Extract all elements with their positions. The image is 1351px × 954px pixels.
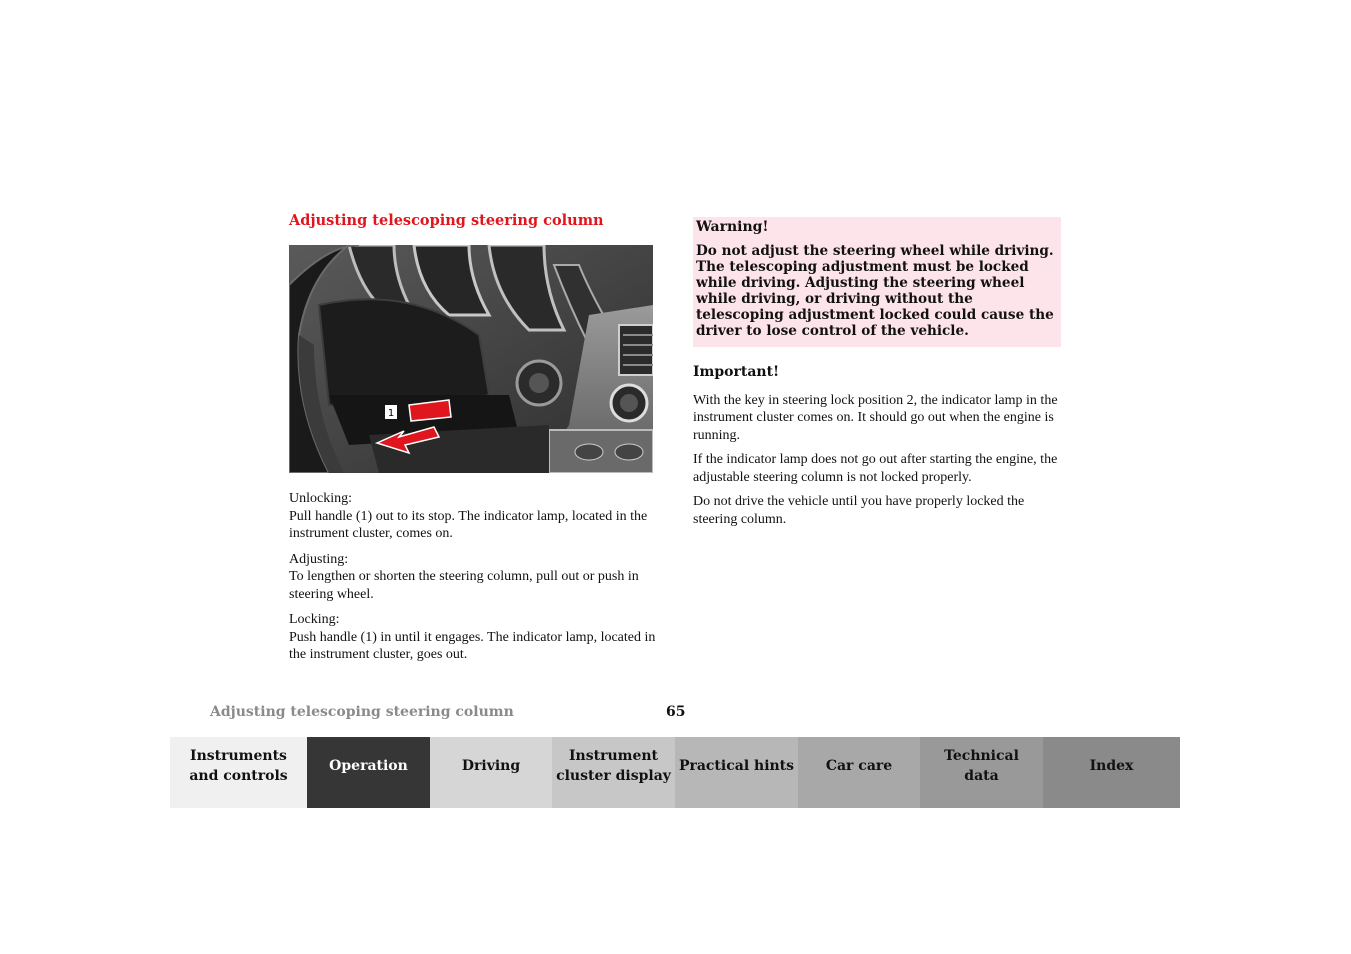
nav-tab-label: cluster display — [556, 767, 671, 784]
locking-label: Locking: — [289, 612, 340, 627]
nav-tab-label: Technical — [944, 747, 1019, 764]
nav-tab-label: and controls — [189, 767, 288, 784]
section-navigation — [170, 737, 1180, 808]
dashboard-drawing — [289, 245, 653, 473]
locking-text: Push handle (1) in until it engages. The indicator lamp, located in the instrument cluster, goes out. — [289, 629, 656, 662]
steering-column-illustration — [289, 245, 653, 473]
important-paragraph-2: If the indicator lamp does not go out after starting the engine, the adjustable steering column is not locked properly. — [693, 452, 1058, 485]
footer-section-title: Adjusting telescoping steering column — [210, 704, 514, 720]
nav-tab-index[interactable] — [1043, 737, 1180, 808]
nav-tab-label: Operation — [329, 757, 408, 774]
page-number: 65 — [666, 704, 686, 720]
adjusting-label: Adjusting: — [289, 551, 349, 567]
nav-tab-label: Instrument — [569, 747, 658, 764]
warning-text: Do not adjust the steering wheel while driving. The telescoping adjustment must be locked while driving. Adjusting the steering wheel while driving, or driving without the telescoping adjustment locked could cause the driver to lose control of the vehicle. — [696, 243, 1054, 339]
warning-title: Warning! — [696, 219, 769, 235]
nav-tab-label: Index — [1089, 757, 1134, 774]
nav-tab-car-care[interactable] — [798, 737, 920, 808]
page-title: Adjusting telescoping steering column — [289, 212, 604, 229]
nav-tab-technical-data[interactable] — [920, 737, 1043, 808]
nav-tab-practical-hints[interactable] — [675, 737, 798, 808]
unlocking-label: Unlocking: — [289, 491, 352, 506]
nav-tab-label: Car care — [825, 757, 893, 774]
callout-label: 1 — [387, 408, 395, 419]
nav-tab-operation[interactable] — [307, 737, 430, 808]
nav-tab-instrument-cluster-display[interactable] — [552, 737, 675, 808]
left-column — [289, 490, 657, 672]
important-paragraph-1: With the key in steering lock position 2, the indicator lamp in the instrument cluster comes on. It should go out when the engine is running. — [693, 392, 1058, 443]
nav-tab-label: data — [964, 767, 999, 784]
nav-tab-driving[interactable] — [430, 737, 552, 808]
nav-tab-instruments-and-controls[interactable] — [170, 737, 307, 808]
adjusting-text: To lengthen or shorten the steering column, pull out or push in steering wheel. — [289, 569, 639, 602]
nav-tab-label: Practical hints — [678, 757, 795, 774]
nav-tab-label: Instruments — [190, 747, 287, 764]
warning-box — [693, 217, 1061, 347]
important-heading: Important! — [693, 364, 780, 380]
unlocking-text: Pull handle (1) out to its stop. The indicator lamp, located in the instrument cluster, comes on. — [289, 508, 648, 541]
nav-tab-label: Driving — [461, 757, 521, 774]
right-column — [693, 364, 1065, 535]
important-paragraph-3: Do not drive the vehicle until you have properly locked the steering column. — [693, 494, 1025, 527]
